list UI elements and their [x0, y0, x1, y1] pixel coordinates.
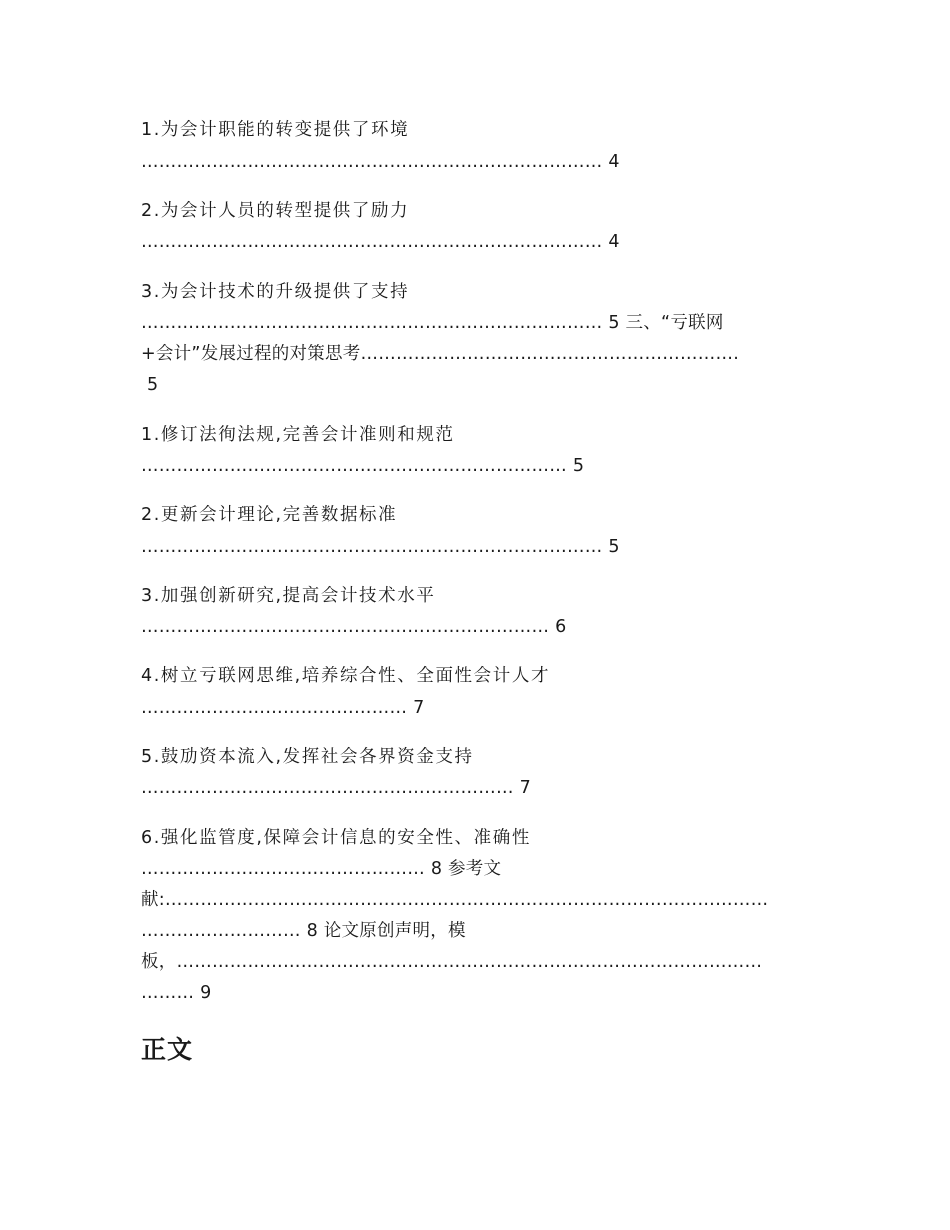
toc-page-number: 5	[608, 537, 620, 557]
toc-entry-leader: …………………………………………………………………… 4	[141, 232, 620, 252]
toc-entry-leader: ……………………………………………………… 7	[141, 778, 531, 798]
toc-entry-leader: …………………………………………………………………… 4	[141, 152, 620, 172]
toc-page-number: 8	[430, 859, 443, 879]
toc-references-line: 献:…………………………………………………………………………………………	[141, 890, 769, 910]
toc-page-number: 7	[413, 698, 425, 718]
toc-page-number: 5	[147, 375, 160, 395]
toc-declaration-line: 板，………………………………………………………………………………………	[141, 952, 763, 972]
toc-entry-title: 5.鼓劢资本流入,发挥社会各界资金支持	[141, 747, 474, 767]
toc-entry-leader: ……………………………………………………………… 5	[141, 456, 585, 476]
toc-entry-title: 3.为会计技术的升级提供了支持	[141, 282, 410, 302]
toc-entry-title: 4.树立亏联网思维,培养综合性、全面性会计人才	[141, 666, 551, 686]
toc-section-title: 三、“亏联网	[625, 313, 724, 333]
toc-entry-title: 6.强化监管度,保障会计信息的安全性、准确性	[141, 828, 531, 848]
toc-page-number: 5	[572, 456, 585, 476]
toc-page-number: 7	[519, 778, 531, 798]
toc-references-line: ……………………… 8 论文原创声明，模	[141, 921, 466, 941]
toc-entry-leader: …………………………………………………………… 6	[141, 617, 567, 637]
document-page	[141, 0, 831, 1230]
toc-references-title: 参考文	[448, 859, 502, 879]
toc-entry-leader: …………………………………………………………………… 5	[141, 537, 620, 557]
toc-page-number: 5	[608, 313, 620, 333]
toc-page-number: 4	[608, 152, 620, 172]
toc-entry-title: 3.加强创新研究,提高会计技术水平	[141, 586, 436, 606]
toc-declaration-line: ……… 9	[141, 983, 212, 1003]
toc-entry-title: 1.为会计职能的转变提供了环境	[141, 120, 410, 140]
toc-entry-leader: ………………………………………… 8 参考文	[141, 859, 502, 879]
toc-entry-leader: …………………………………………………………………… 5 三、“亏联网	[141, 313, 724, 333]
toc-entry-title: 2.为会计人员的转型提供了励力	[141, 201, 410, 221]
toc-page-number: 6	[555, 617, 567, 637]
body-heading: 正文	[141, 1035, 194, 1064]
toc-section-line: +会计”发展过程的对策思考……………………………………………………….	[141, 344, 740, 364]
toc-entry-title: 1.修订法徇法规,完善会计准则和规范	[141, 425, 455, 445]
toc-entry-title: 2.更新会计理论,完善数据标准	[141, 505, 398, 525]
toc-entry-leader: ……………………………………… 7	[141, 698, 425, 718]
toc-page-number: 4	[608, 232, 620, 252]
